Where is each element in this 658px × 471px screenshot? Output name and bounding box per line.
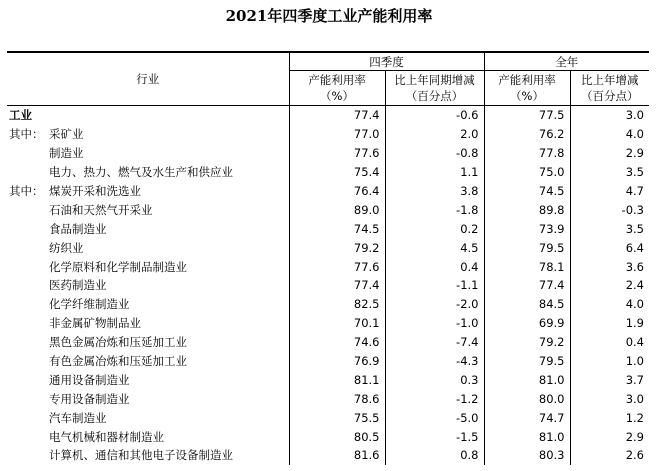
q4-utilization-cell: 82.5 (289, 295, 385, 314)
row-label: 医药制造业 (49, 278, 107, 293)
table-row (7, 144, 649, 163)
row-label: 纺织业 (49, 240, 84, 255)
q4-utilization-cell: 77.4 (289, 276, 385, 295)
row-label: 汽车制造业 (49, 410, 107, 425)
table-row (7, 257, 649, 276)
row-label: 电气机械和器材制造业 (49, 429, 164, 444)
year-change-cell: 1.0 (625, 354, 644, 369)
row-label: 食品制造业 (49, 221, 107, 236)
table-row (7, 200, 649, 219)
table-body (7, 106, 649, 465)
q4-utilization-cell: 74.6 (289, 333, 385, 352)
year-utilization-cell: 77.5 (484, 106, 570, 125)
year-utilization-cell: 81.0 (484, 370, 570, 389)
row-label: 有色金属冶炼和压延加工业 (49, 354, 187, 369)
capacity-utilization-table (7, 51, 649, 465)
row-industry-label (7, 238, 289, 257)
row-label: 非金属矿物制品业 (49, 316, 141, 331)
q4-utilization-cell: 75.5 (289, 408, 385, 427)
q4-utilization-cell: 77.6 (289, 144, 385, 163)
table-row (7, 163, 649, 182)
year-utilization-cell: 80.0 (484, 389, 570, 408)
row-label: 黑色金属冶炼和压延加工业 (49, 335, 187, 350)
year-change-cell: 0.4 (625, 335, 644, 350)
table-row (7, 182, 649, 201)
row-label: 化学纤维制造业 (49, 297, 130, 312)
year-utilization-cell: 78.1 (484, 257, 570, 276)
q4-utilization-cell: 78.6 (289, 389, 385, 408)
table-row (7, 427, 649, 446)
q4-utilization-cell: 89.0 (289, 200, 385, 219)
q4-utilization-cell: 70.1 (289, 314, 385, 333)
year-change-cell: 2.4 (625, 278, 644, 293)
row-industry-label (7, 200, 289, 219)
row-label: 制造业 (49, 146, 84, 161)
year-utilization-cell: 74.5 (484, 182, 570, 201)
table-row (7, 408, 649, 427)
year-change-cell: 3.0 (625, 108, 644, 123)
year-change-cell: 4.7 (625, 184, 644, 198)
q4-utilization-cell: 76.4 (289, 182, 385, 201)
q4-change-cell: -2.0 (385, 295, 484, 314)
header-year-change: 比上年增减 （百分点） (570, 71, 649, 106)
header-q4-utilization: 产能利用率 （%） (289, 71, 385, 106)
year-change-cell: 6.4 (625, 240, 644, 255)
row-prefix: 其中： (9, 184, 44, 198)
row-industry-label (7, 276, 289, 295)
q4-change-cell: 0.3 (385, 370, 484, 389)
q4-change-cell: -1.1 (385, 276, 484, 295)
table-row (7, 106, 649, 125)
year-utilization-cell: 89.8 (484, 200, 570, 219)
year-change-cell: 3.0 (625, 391, 644, 406)
year-utilization-cell: 79.2 (484, 333, 570, 352)
q4-change-cell: 2.0 (385, 125, 484, 144)
table-row (7, 295, 649, 314)
year-change-cell: 4.0 (625, 297, 644, 312)
q4-change-cell: -0.8 (385, 144, 484, 163)
row-industry-label (7, 408, 289, 427)
q4-change-cell: 0.2 (385, 219, 484, 238)
header-q4: 四季度 (289, 52, 484, 71)
table-row (7, 333, 649, 352)
q4-change-cell: -1.5 (385, 427, 484, 446)
year-change-cell: 3.6 (625, 259, 644, 274)
table-row (7, 314, 649, 333)
year-change-cell: 2.9 (625, 429, 644, 444)
row-industry-label (7, 219, 289, 238)
year-change-cell: 3.5 (625, 165, 644, 180)
q4-change-cell: 0.4 (385, 257, 484, 276)
year-utilization-cell: 80.3 (484, 446, 570, 465)
header-full-year: 全年 (484, 52, 649, 71)
table-row (7, 125, 649, 144)
row-industry-label (7, 144, 289, 163)
q4-change-cell: -1.2 (385, 389, 484, 408)
year-utilization-cell: 69.9 (484, 314, 570, 333)
year-utilization-cell: 81.0 (484, 427, 570, 446)
q4-change-cell: -0.6 (385, 106, 484, 125)
q4-change-cell: -1.0 (385, 314, 484, 333)
row-label: 采矿业 (49, 127, 84, 142)
q4-utilization-cell: 75.4 (289, 163, 385, 182)
year-change-cell: 2.6 (625, 448, 644, 463)
year-utilization-cell: 76.2 (484, 125, 570, 144)
q4-utilization-cell: 81.6 (289, 446, 385, 465)
year-change-cell: 1.9 (625, 316, 644, 331)
table-row (7, 370, 649, 389)
row-label: 计算机、通信和其他电子设备制造业 (49, 448, 233, 463)
row-label: 工业 (9, 108, 32, 123)
q4-utilization-cell: 79.2 (289, 238, 385, 257)
q4-utilization-cell: 77.6 (289, 257, 385, 276)
row-industry-label (7, 389, 289, 408)
q4-utilization-cell: 81.1 (289, 370, 385, 389)
q4-utilization-cell: 74.5 (289, 219, 385, 238)
q4-change-cell: -1.8 (385, 200, 484, 219)
q4-utilization-cell: 80.5 (289, 427, 385, 446)
table-title: 2021年四季度工业产能利用率 (225, 7, 433, 25)
table-row (7, 219, 649, 238)
q4-utilization-cell: 76.9 (289, 352, 385, 371)
row-label: 通用设备制造业 (49, 372, 130, 387)
row-industry-label (7, 106, 289, 125)
year-change-cell: 4.0 (625, 127, 644, 142)
q4-change-cell: 0.8 (385, 446, 484, 465)
q4-utilization-cell: 77.4 (289, 106, 385, 125)
q4-change-cell: 1.1 (385, 163, 484, 182)
row-industry-label (7, 446, 289, 465)
row-label: 电力、热力、燃气及水生产和供应业 (49, 165, 233, 180)
year-change-cell: 3.7 (625, 372, 644, 387)
row-label: 石油和天然气开采业 (49, 202, 153, 217)
q4-change-cell: -5.0 (385, 408, 484, 427)
year-change-cell: 3.5 (625, 221, 644, 236)
header-q4-change: 比上年同期增减 （百分点） (385, 71, 484, 106)
table-row (7, 276, 649, 295)
year-utilization-cell: 77.4 (484, 276, 570, 295)
row-label: 煤炭开采和洗选业 (49, 184, 141, 198)
row-industry-label (7, 314, 289, 333)
header-year-utilization: 产能利用率 （%） (484, 71, 570, 106)
q4-change-cell: 4.5 (385, 238, 484, 257)
table-row (7, 389, 649, 408)
row-industry-label (7, 333, 289, 352)
header-industry: 行业 (7, 52, 289, 106)
row-industry-label (7, 125, 289, 144)
q4-change-cell: 3.8 (385, 182, 484, 201)
table-row (7, 238, 649, 257)
row-label: 化学原料和化学制品制造业 (49, 259, 187, 274)
year-utilization-cell: 79.5 (484, 238, 570, 257)
row-industry-label (7, 370, 289, 389)
q4-utilization-cell: 77.0 (289, 125, 385, 144)
row-industry-label (7, 163, 289, 182)
year-utilization-cell: 74.7 (484, 408, 570, 427)
row-industry-label (7, 257, 289, 276)
year-utilization-cell: 84.5 (484, 295, 570, 314)
row-industry-label (7, 182, 289, 201)
q4-change-cell: -7.4 (385, 333, 484, 352)
year-utilization-cell: 77.8 (484, 144, 570, 163)
year-change-cell: 1.2 (625, 410, 644, 425)
year-change-cell: 2.9 (625, 146, 644, 161)
year-utilization-cell: 79.5 (484, 352, 570, 371)
q4-change-cell: -4.3 (385, 352, 484, 371)
row-industry-label (7, 295, 289, 314)
row-industry-label (7, 352, 289, 371)
year-utilization-cell: 73.9 (484, 219, 570, 238)
year-change-cell: -0.3 (621, 202, 644, 217)
table-row (7, 352, 649, 371)
year-utilization-cell: 75.0 (484, 163, 570, 182)
row-prefix: 其中： (9, 127, 44, 142)
row-label: 专用设备制造业 (49, 391, 130, 406)
table-row (7, 446, 649, 465)
row-industry-label (7, 427, 289, 446)
